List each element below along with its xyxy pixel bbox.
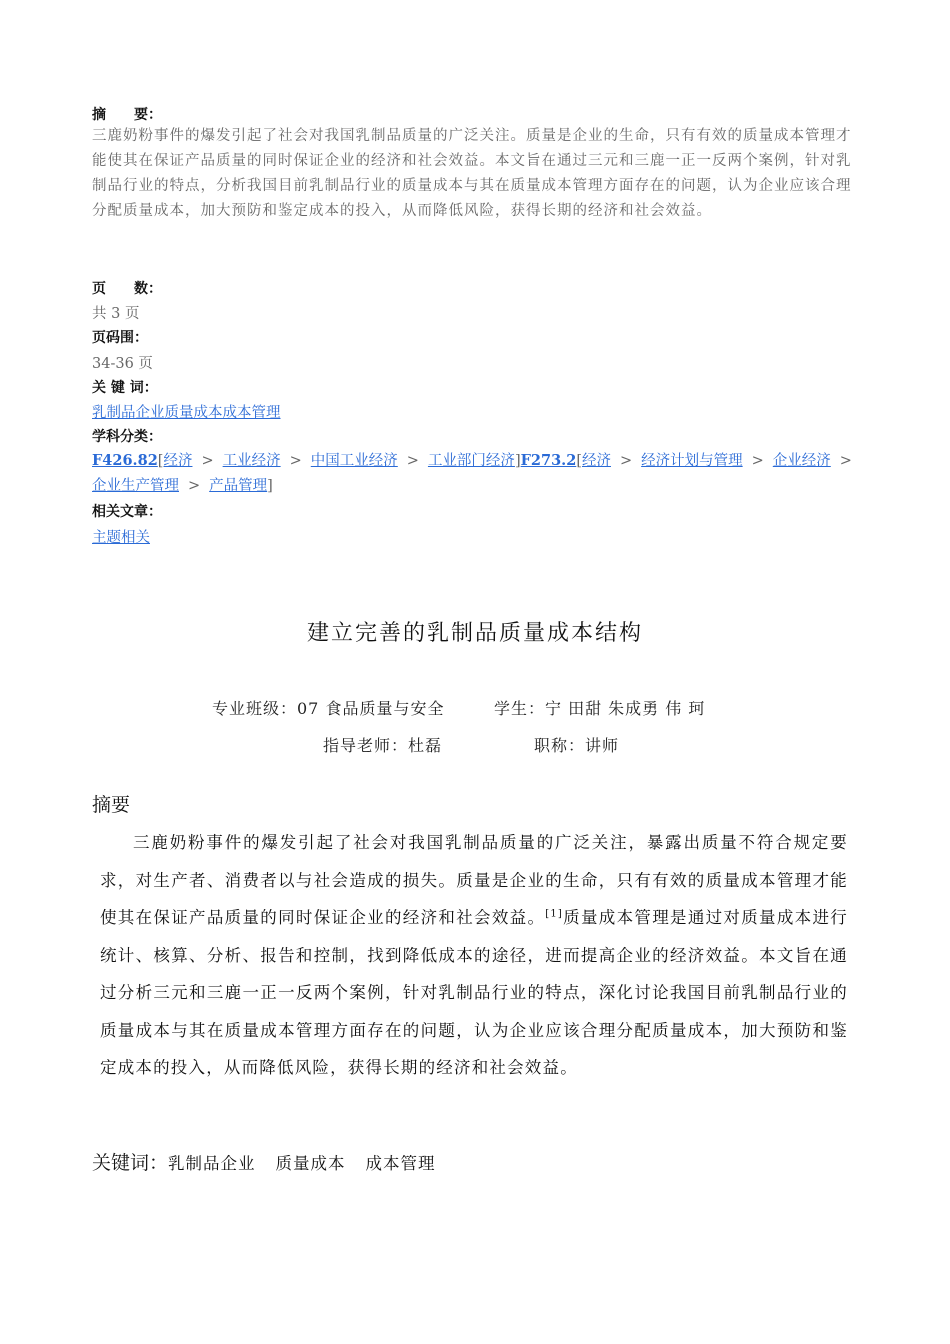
subject-label: 学科分类：: [92, 429, 162, 445]
students-info: 学生：宁 田甜 朱成勇 伟 珂: [494, 699, 706, 718]
class-link-economic-planning[interactable]: 经济计划与管理: [641, 453, 743, 469]
abstract-label: 摘 要：: [92, 107, 162, 123]
class-link-china-industrial-economy[interactable]: 中国工业经济: [310, 453, 398, 469]
page-range-value: 34-36 页: [92, 356, 153, 372]
chevron-right-icon: >: [751, 453, 764, 469]
class-code-1[interactable]: F426.82: [92, 452, 158, 469]
keywords-heading: 关键词：: [92, 1152, 169, 1174]
pages-value: 共 3 页: [92, 306, 140, 322]
paper-title: 建立完善的乳制品质量成本结构: [306, 621, 643, 646]
keyword-item: 成本管理: [365, 1154, 436, 1173]
related-link[interactable]: 主题相关: [92, 530, 150, 546]
class-link-production-management[interactable]: 企业生产管理: [92, 478, 179, 494]
chevron-right-icon: >: [619, 453, 633, 469]
citation-marker: [1]: [545, 908, 564, 920]
chevron-right-icon: >: [201, 453, 214, 469]
keyword-item: 乳制品企业: [168, 1154, 256, 1173]
keywords-link[interactable]: 乳制品企业质量成本成本管理: [92, 405, 281, 421]
class-link-economy-2[interactable]: 经济: [581, 453, 611, 469]
chevron-right-icon: >: [289, 453, 302, 469]
abstract-body: [100, 824, 848, 1087]
related-label: 相关文章：: [92, 504, 162, 520]
class-link-economy[interactable]: 经济: [163, 453, 193, 469]
class-link-industrial-sector-economy[interactable]: 工业部门经济: [427, 453, 515, 469]
abstract-summary: 三鹿奶粉事件的爆发引起了社会对我国乳制品质量的广泛关注。质量是企业的生命，只有有效的质量成本管理才能使其在保证产品质量的同时保证企业的经济和社会效益。本文旨在通过三元和三鹿一正一反两个案例，针对乳制品行业的特点，分析我国目前乳制品行业的质量成本与其在质量成本管理方面存在的问题，认为企业应该合理分配质量成本，加大预防和鉴定成本的投入，从而降低风险，获得长期的经济和社会效益。: [92, 128, 852, 219]
pages-label: 页 数：: [92, 281, 162, 297]
class-link-product-management[interactable]: 产品管理: [209, 478, 268, 494]
chevron-right-icon: >: [406, 453, 419, 469]
keyword-item: 质量成本: [275, 1154, 346, 1173]
advisor-info: 指导老师：杜磊: [323, 736, 443, 755]
class-link-industrial-economy[interactable]: 工业经济: [222, 453, 281, 469]
classification-line: F426.82[经济 > 工业经济 > 中国工业经济 > 工业部门经济]F273.2[经济 > 经济计划与管理 > 企业经济 >企业生产管理 > 产品管理]: [92, 452, 852, 494]
abstract-heading: 摘要: [92, 794, 131, 816]
page-range-label: 页码围：: [92, 330, 148, 346]
keywords-list: [168, 1154, 456, 1173]
advisor-title: 职称：讲师: [534, 736, 620, 755]
chevron-right-icon: >: [839, 453, 852, 469]
class-code-2[interactable]: F273.2: [520, 452, 577, 469]
abstract-part-1: 三鹿奶粉事件的爆发引起了社会对我国乳制品质量的广泛关注，暴露出质量不符合规定要求，对生产者、消费者以与社会造成的损失。质量是企业的生命，只有有效的质量成本管理才能使其在保证产品质量的同时保证企业的经济和社会效益。: [100, 833, 848, 927]
keywords-section: [92, 1148, 456, 1175]
keywords-label: 关 键 词：: [92, 380, 158, 396]
class-link-enterprise-economy[interactable]: 企业经济: [772, 453, 831, 469]
chevron-right-icon: >: [188, 478, 201, 494]
class-info: 专业班级：07 食品质量与安全: [212, 699, 445, 718]
abstract-part-2: 质量成本管理是通过对质量成本进行统计、核算、分析、报告和控制，找到降低成本的途径，进而提高企业的经济效益。本文旨在通过分析三元和三鹿一正一反两个案例，针对乳制品行业的特点，深化讨论我国目前乳制品行业的质量成本与其在质量成本管理方面存在的问题，认为企业应该合理分配质量成本，加大预防和鉴定成本的投入，从而降低风险，获得长期的经济和社会效益。: [100, 908, 848, 1077]
